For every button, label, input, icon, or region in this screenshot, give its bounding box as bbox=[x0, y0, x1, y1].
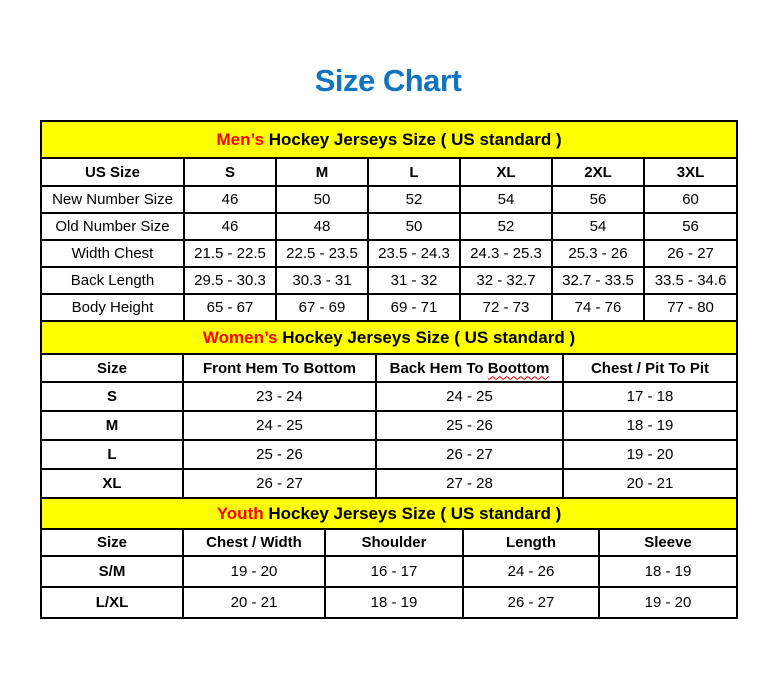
mens-col-l: L bbox=[368, 158, 460, 186]
data-cell: 60 bbox=[644, 186, 737, 213]
row-label: Old Number Size bbox=[41, 213, 184, 240]
data-cell: 20 - 21 bbox=[183, 587, 325, 618]
data-cell: 56 bbox=[644, 213, 737, 240]
data-cell: 56 bbox=[552, 186, 644, 213]
data-cell: 18 - 19 bbox=[563, 411, 737, 440]
data-cell: 24 - 25 bbox=[376, 382, 563, 411]
youth-banner-row bbox=[41, 498, 737, 529]
data-cell: 30.3 - 31 bbox=[276, 267, 368, 294]
data-cell: 69 - 71 bbox=[368, 294, 460, 321]
womens-col-chest: Chest / Pit To Pit bbox=[563, 354, 737, 382]
data-cell: 17 - 18 bbox=[563, 382, 737, 411]
table-row bbox=[41, 440, 737, 469]
data-cell: 26 - 27 bbox=[183, 469, 376, 498]
data-cell: 50 bbox=[368, 213, 460, 240]
row-label: Width Chest bbox=[41, 240, 184, 267]
data-cell: 22.5 - 23.5 bbox=[276, 240, 368, 267]
data-cell: 27 - 28 bbox=[376, 469, 563, 498]
table-row bbox=[41, 267, 737, 294]
data-cell: 32.7 - 33.5 bbox=[552, 267, 644, 294]
mens-banner-highlight: Men’s bbox=[216, 129, 264, 149]
youth-col-chest-width: Chest / Width bbox=[183, 529, 325, 556]
row-label: M bbox=[41, 411, 183, 440]
mens-col-us-size: US Size bbox=[41, 158, 184, 186]
data-cell: 50 bbox=[276, 186, 368, 213]
table-row bbox=[41, 186, 737, 213]
data-cell: 21.5 - 22.5 bbox=[184, 240, 276, 267]
data-cell: 77 - 80 bbox=[644, 294, 737, 321]
data-cell: 74 - 76 bbox=[552, 294, 644, 321]
mens-col-3xl: 3XL bbox=[644, 158, 737, 186]
youth-size-table bbox=[40, 497, 738, 619]
data-cell: 24 - 26 bbox=[463, 556, 599, 587]
misspelled-word: Boottom bbox=[487, 359, 550, 377]
data-cell: 19 - 20 bbox=[563, 440, 737, 469]
row-label: New Number Size bbox=[41, 186, 184, 213]
youth-col-sleeve: Sleeve bbox=[599, 529, 737, 556]
mens-size-table bbox=[40, 120, 738, 322]
data-cell: 16 - 17 bbox=[325, 556, 463, 587]
data-cell: 26 - 27 bbox=[644, 240, 737, 267]
data-cell: 33.5 - 34.6 bbox=[644, 267, 737, 294]
womens-col-front-hem: Front Hem To Bottom bbox=[183, 354, 376, 382]
data-cell: 46 bbox=[184, 186, 276, 213]
data-cell: 54 bbox=[552, 213, 644, 240]
mens-col-xl: XL bbox=[460, 158, 552, 186]
data-cell: 72 - 73 bbox=[460, 294, 552, 321]
data-cell: 24.3 - 25.3 bbox=[460, 240, 552, 267]
data-cell: 19 - 20 bbox=[599, 587, 737, 618]
data-cell: 52 bbox=[460, 213, 552, 240]
youth-banner-highlight: Youth bbox=[216, 503, 264, 523]
data-cell: 23 - 24 bbox=[183, 382, 376, 411]
womens-col-size: Size bbox=[41, 354, 183, 382]
data-cell: 25 - 26 bbox=[183, 440, 376, 469]
row-label: L bbox=[41, 440, 183, 469]
row-label: Body Height bbox=[41, 294, 184, 321]
data-cell: 46 bbox=[184, 213, 276, 240]
womens-size-table bbox=[40, 320, 738, 499]
table-row bbox=[41, 411, 737, 440]
youth-col-size: Size bbox=[41, 529, 183, 556]
mens-col-s: S bbox=[184, 158, 276, 186]
data-cell: 19 - 20 bbox=[183, 556, 325, 587]
womens-banner-text: Hockey Jerseys Size ( US standard ) bbox=[277, 327, 576, 347]
data-cell: 48 bbox=[276, 213, 368, 240]
page-title: Size Chart bbox=[314, 63, 462, 98]
size-tables-container bbox=[40, 120, 736, 619]
mens-col-2xl: 2XL bbox=[552, 158, 644, 186]
table-row bbox=[41, 556, 737, 587]
row-label: L/XL bbox=[41, 587, 183, 618]
womens-col-back-hem bbox=[376, 354, 563, 382]
womens-header-row bbox=[41, 354, 737, 382]
youth-header-row bbox=[41, 529, 737, 556]
mens-banner-row bbox=[41, 121, 737, 158]
mens-banner bbox=[41, 121, 737, 158]
data-cell: 26 - 27 bbox=[376, 440, 563, 469]
data-cell: 23.5 - 24.3 bbox=[368, 240, 460, 267]
data-cell: 65 - 67 bbox=[184, 294, 276, 321]
table-row bbox=[41, 294, 737, 321]
table-row bbox=[41, 469, 737, 498]
table-row bbox=[41, 587, 737, 618]
womens-banner-row bbox=[41, 321, 737, 354]
youth-banner bbox=[41, 498, 737, 529]
table-row bbox=[41, 213, 737, 240]
mens-header-row bbox=[41, 158, 737, 186]
data-cell: 54 bbox=[460, 186, 552, 213]
youth-col-length: Length bbox=[463, 529, 599, 556]
data-cell: 25.3 - 26 bbox=[552, 240, 644, 267]
womens-banner-highlight: Women’s bbox=[202, 327, 278, 347]
data-cell: 18 - 19 bbox=[599, 556, 737, 587]
data-cell: 31 - 32 bbox=[368, 267, 460, 294]
mens-col-m: M bbox=[276, 158, 368, 186]
table-row bbox=[41, 240, 737, 267]
data-cell: 18 - 19 bbox=[325, 587, 463, 618]
data-cell: 67 - 69 bbox=[276, 294, 368, 321]
row-label: Back Length bbox=[41, 267, 184, 294]
row-label: XL bbox=[41, 469, 183, 498]
data-cell: 32 - 32.7 bbox=[460, 267, 552, 294]
youth-banner-text: Hockey Jerseys Size ( US standard ) bbox=[263, 503, 562, 523]
table-row bbox=[41, 382, 737, 411]
mens-banner-text: Hockey Jerseys Size ( US standard ) bbox=[264, 129, 562, 149]
data-cell: 20 - 21 bbox=[563, 469, 737, 498]
data-cell: 26 - 27 bbox=[463, 587, 599, 618]
row-label: S bbox=[41, 382, 183, 411]
data-cell: 24 - 25 bbox=[183, 411, 376, 440]
row-label: S/M bbox=[41, 556, 183, 587]
youth-col-shoulder: Shoulder bbox=[325, 529, 463, 556]
data-cell: 25 - 26 bbox=[376, 411, 563, 440]
data-cell: 52 bbox=[368, 186, 460, 213]
womens-banner bbox=[41, 321, 737, 354]
data-cell: 29.5 - 30.3 bbox=[184, 267, 276, 294]
col-label: Back Hem To bbox=[389, 359, 488, 377]
